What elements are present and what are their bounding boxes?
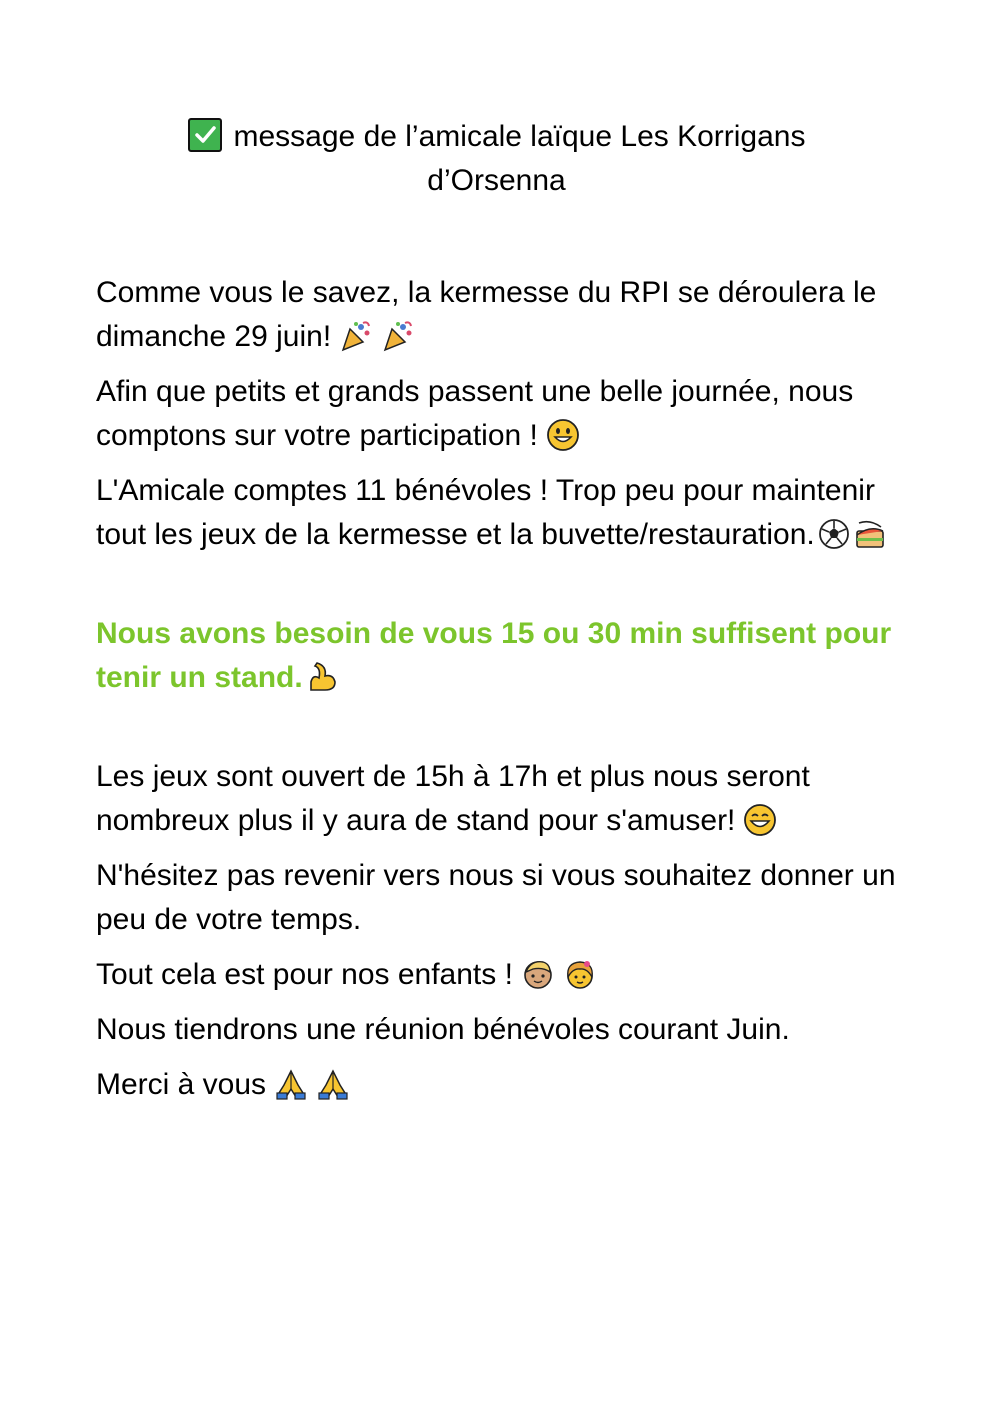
flexed-biceps-icon	[305, 660, 339, 694]
page-title	[96, 115, 897, 203]
grinning-face-icon	[546, 418, 580, 452]
folded-hands-icon	[274, 1067, 308, 1101]
paragraph-participation: Afin que petits et grands passent une belle journée, nous comptons sur votre participation !	[96, 375, 854, 452]
paragraph-thanks: Merci à vous	[96, 1063, 916, 1107]
girl-icon	[563, 957, 597, 991]
title-line-1: message de l’amicale laïque Les Korrigans	[233, 120, 806, 153]
paragraph-kermesse-date: Comme vous le savez, la kermesse du RPI se déroulera le dimanche 29 juin!	[96, 276, 877, 353]
volunteer-call-highlight: Nous avons besoin de vous 15 ou 30 min suffisent pour tenir un stand.	[96, 617, 892, 694]
title-line-2: d’Orsenna	[427, 164, 566, 197]
check-mark-button-icon	[188, 118, 222, 152]
soccer-ball-icon	[817, 517, 851, 551]
sandwich-icon	[853, 517, 887, 551]
paragraph-meeting: Nous tiendrons une réunion bénévoles courant Juin.	[96, 1013, 790, 1046]
paragraph-games-hours: Les jeux sont ouvert de 15h à 17h et plus nous seront nombreux plus il y aura de stand pour s'amuser!	[96, 760, 810, 837]
party-popper-icon	[339, 319, 373, 353]
grinning-face-with-smiling-eyes-icon	[743, 803, 777, 837]
folded-hands-icon	[316, 1067, 350, 1101]
paragraph-volunteers: L'Amicale comptes 11 bénévoles ! Trop peu pour maintenir tout les jeux de la kermesse et la buvette/restauration.	[96, 469, 916, 557]
message-body	[96, 271, 916, 1118]
party-popper-icon	[381, 319, 415, 353]
paragraph-contact: N'hésitez pas revenir vers nous si vous souhaitez donner un peu de votre temps.	[96, 859, 896, 936]
paragraph-children: Tout cela est pour nos enfants !	[96, 953, 916, 997]
boy-icon	[521, 957, 555, 991]
